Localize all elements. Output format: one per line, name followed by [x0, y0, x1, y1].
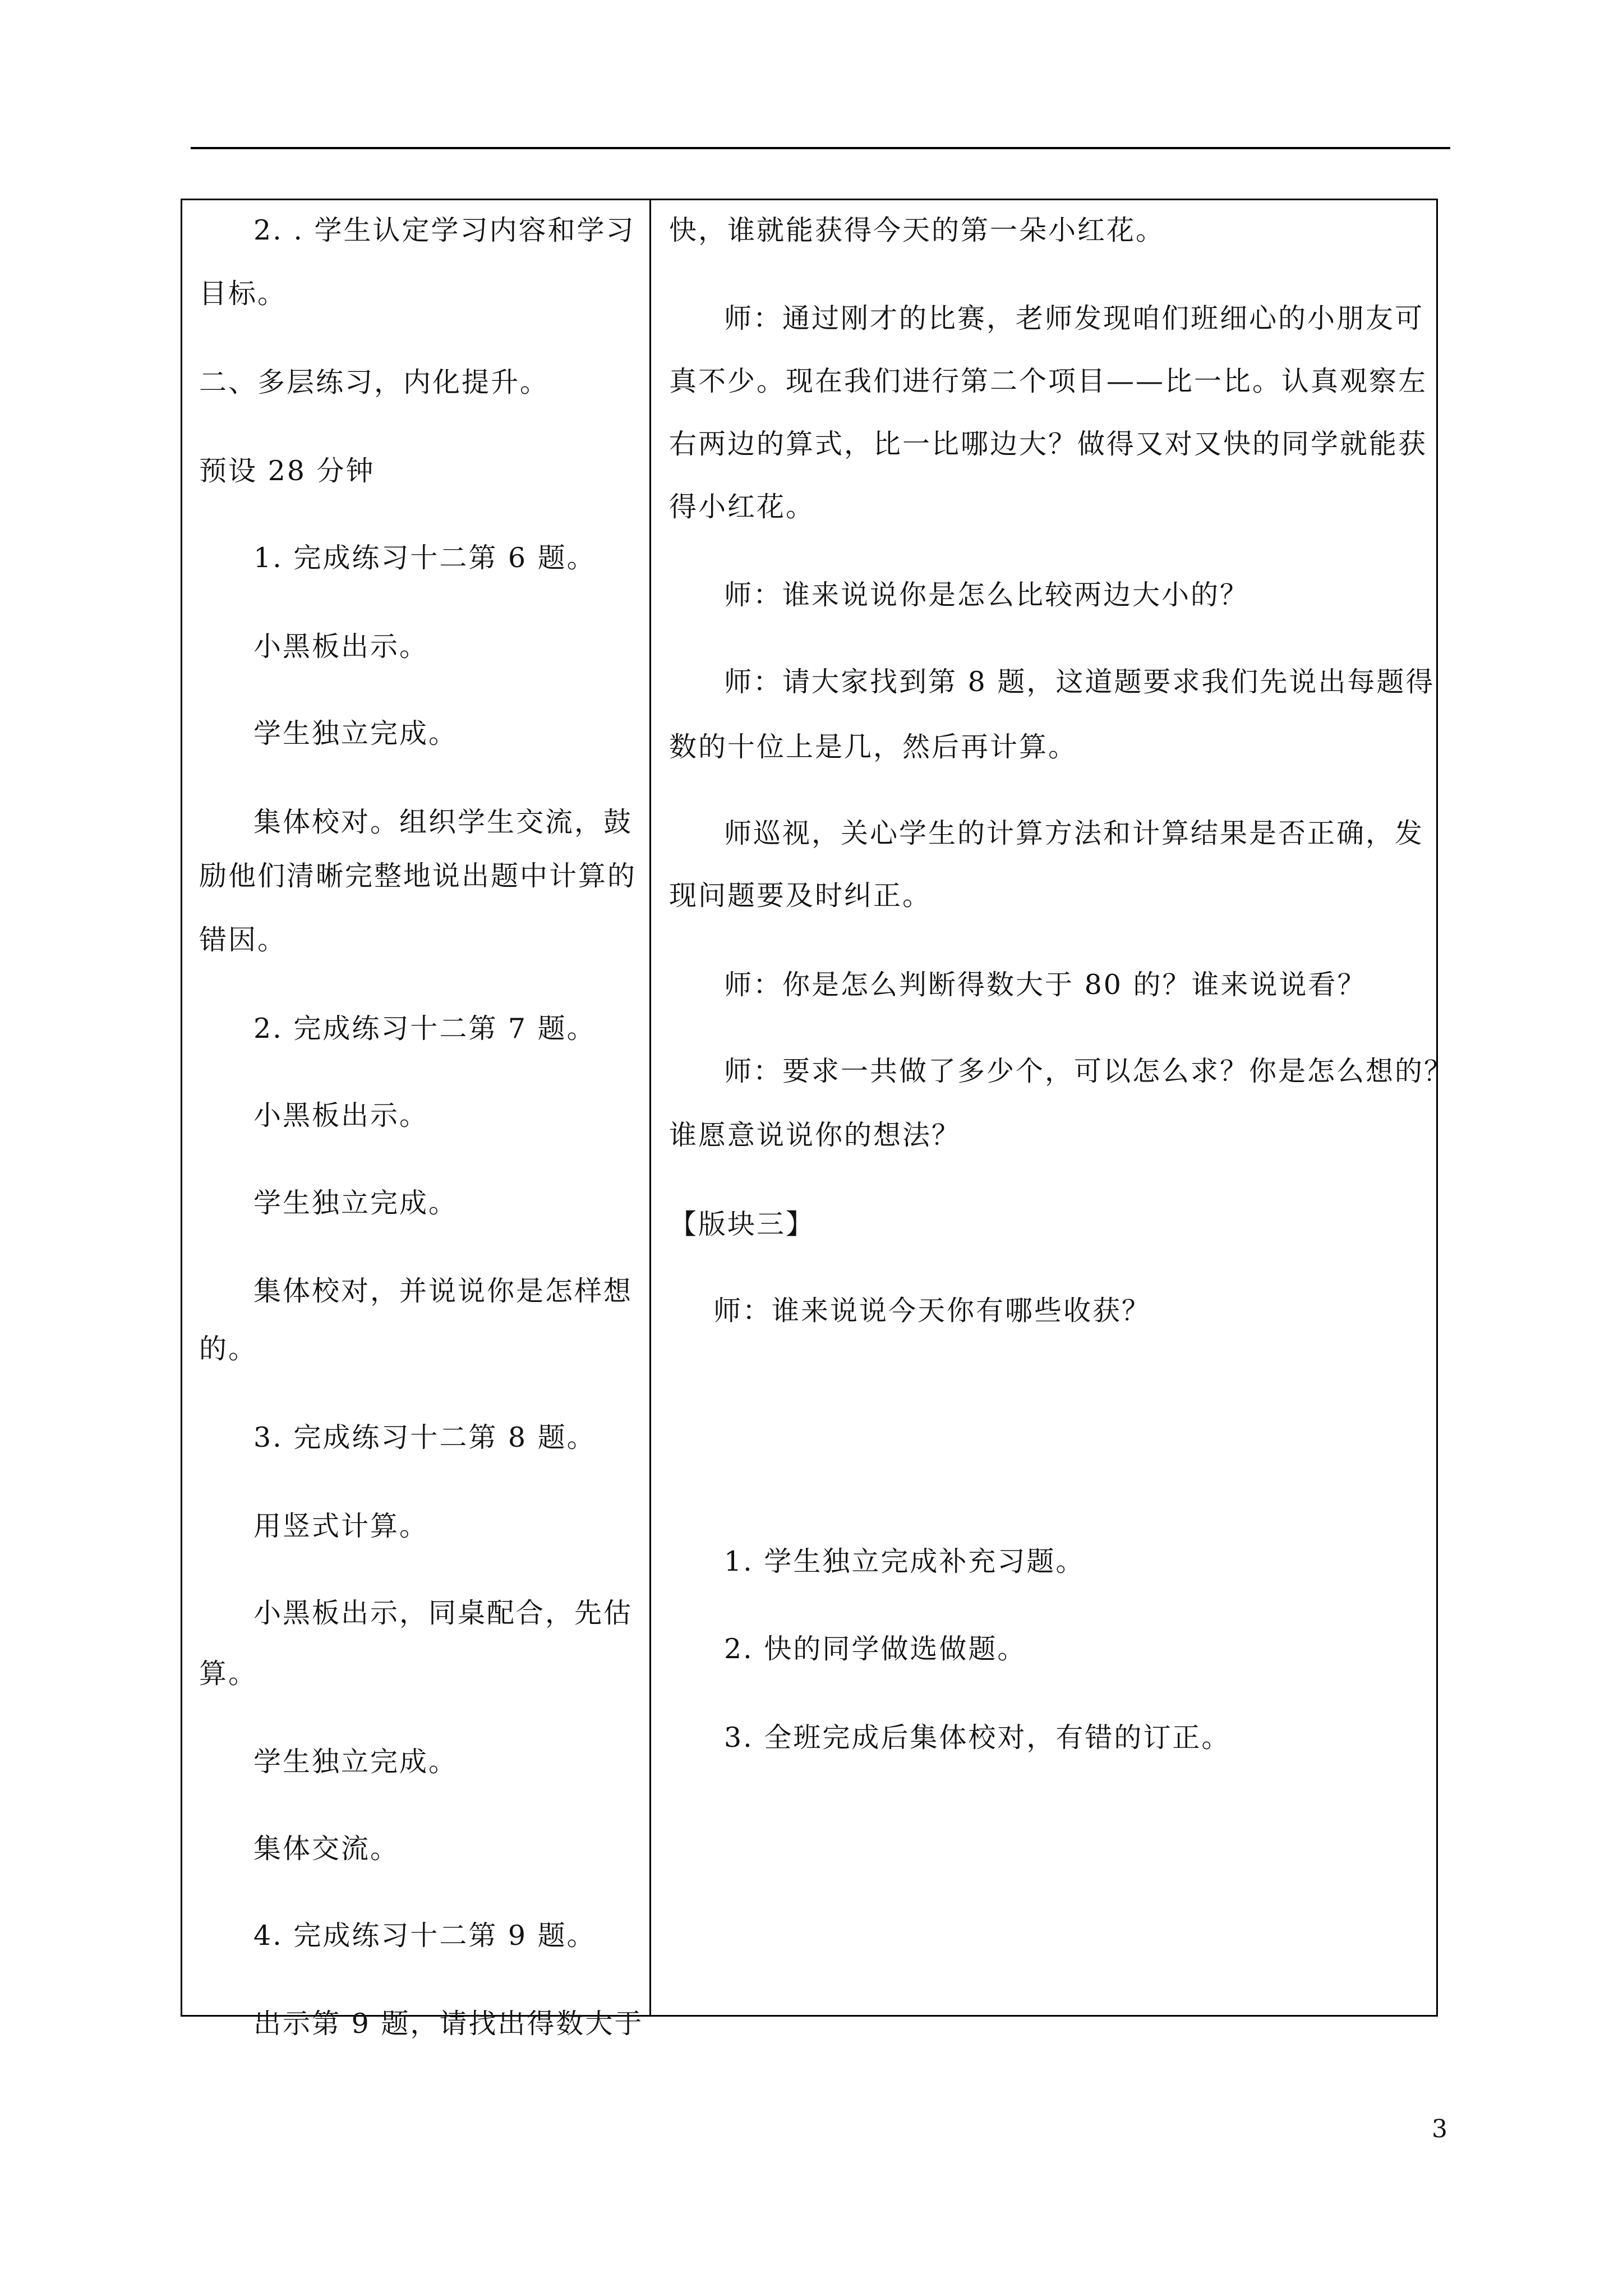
left-line: 小黑板出示。 — [253, 1099, 429, 1131]
left-line: 算。 — [199, 1658, 258, 1690]
left-line: 2. . 学生认定学习内容和学习 — [253, 214, 635, 246]
left-line: 2. 完成练习十二第 7 题。 — [253, 1013, 596, 1045]
left-line: 励他们清晰完整地说出题中计算的 — [199, 860, 637, 892]
left-line: 出示第 9 题，请找出得数大于 — [253, 2008, 644, 2040]
right-line: 现问题要及时纠正。 — [669, 880, 932, 912]
left-line: 小黑板出示。 — [253, 631, 429, 662]
left-line: 集体校对。组织学生交流，鼓 — [253, 806, 633, 838]
left-line: 学生独立完成。 — [253, 717, 458, 749]
left-line: 学生独立完成。 — [253, 1746, 458, 1778]
left-line: 的。 — [199, 1333, 258, 1365]
right-line: 师：谁来说说今天你有哪些收获？ — [713, 1295, 1151, 1327]
right-line: 2. 快的同学做选做题。 — [724, 1633, 1027, 1665]
header-rule — [191, 147, 1450, 149]
right-line: 师：通过刚才的比赛，老师发现咱们班细心的小朋友可 — [724, 302, 1424, 334]
left-line: 集体校对，并说说你是怎样想 — [253, 1275, 633, 1307]
right-line: 快，谁就能获得今天的第一朵小红花。 — [669, 214, 1165, 246]
left-line: 集体交流。 — [253, 1833, 400, 1865]
page-number: 3 — [1432, 2115, 1447, 2143]
section-heading: 【版块三】 — [669, 1208, 815, 1240]
left-line: 3. 完成练习十二第 8 题。 — [253, 1421, 596, 1453]
right-line: 师：谁来说说你是怎么比较两边大小的？ — [724, 579, 1249, 611]
right-line: 师巡视，关心学生的计算方法和计算结果是否正确，发 — [724, 817, 1424, 849]
right-line: 1. 学生独立完成补充习题。 — [724, 1545, 1085, 1577]
left-line: 1. 完成练习十二第 6 题。 — [253, 542, 596, 574]
left-line: 二、多层练习，内化提升。 — [199, 366, 550, 398]
right-line: 师：你是怎么判断得数大于 80 的？谁来说说看？ — [724, 969, 1367, 1001]
left-line: 学生独立完成。 — [253, 1187, 458, 1219]
right-line: 得小红花。 — [669, 491, 815, 523]
right-line: 师：要求一共做了多少个，可以怎么求？你是怎么想的？ — [724, 1055, 1454, 1087]
right-line: 3. 全班完成后集体校对，有错的订正。 — [724, 1722, 1231, 1754]
right-line: 右两边的算式，比一比哪边大？做得又对又快的同学就能获 — [669, 428, 1428, 460]
left-line: 目标。 — [199, 278, 287, 310]
left-line: 预设 28 分钟 — [199, 455, 375, 487]
right-line: 师：请大家找到第 8 题，这道题要求我们先说出每题得 — [724, 666, 1435, 698]
left-line: 4. 完成练习十二第 9 题。 — [253, 1920, 596, 1952]
left-line: 用竖式计算。 — [253, 1510, 429, 1542]
table-column-divider — [649, 199, 651, 2017]
right-line: 数的十位上是几，然后再计算。 — [669, 731, 1078, 763]
left-line: 小黑板出示，同桌配合，先估 — [253, 1597, 633, 1629]
left-line: 错因。 — [199, 924, 287, 956]
right-line: 真不少。现在我们进行第二个项目——比一比。认真观察左 — [669, 365, 1428, 397]
right-line: 谁愿意说说你的想法？ — [669, 1119, 961, 1151]
